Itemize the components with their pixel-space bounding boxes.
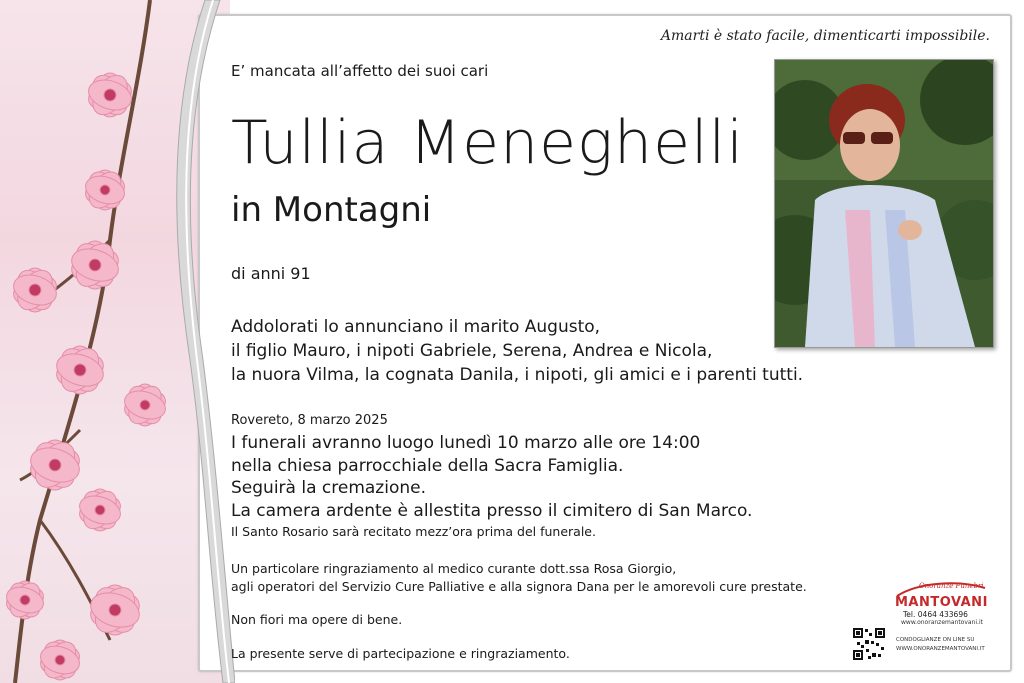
funeral-home-logo — [889, 578, 989, 628]
announcement-block — [231, 315, 803, 387]
condolences-line: CONDOGLIANZE ON LINE SU — [896, 637, 975, 643]
age-text: di anni 91 — [231, 264, 311, 283]
logo-subtitle: Onoranze Funebri — [919, 582, 984, 590]
intro-text: E’ mancata all’affetto dei suoi cari — [231, 62, 489, 80]
rosary-text: Il Santo Rosario sarà recitato mezz’ora prima del funerale. — [231, 524, 596, 539]
portrait-photo — [774, 59, 994, 348]
thanks-block — [231, 560, 807, 596]
qr-code-icon[interactable] — [852, 627, 886, 661]
photo-portrait-icon — [775, 60, 993, 347]
announcement-line: il figlio Mauro, i nipoti Gabriele, Serena, Andrea e Nicola, — [231, 341, 713, 361]
place-date: Rovereto, 8 marzo 2025 — [231, 413, 388, 428]
logo-phone: Tel. 0464 433696 — [903, 610, 968, 619]
online-condolences — [896, 636, 985, 654]
thanks-line: Un particolare ringraziamento al medico curante dott.ssa Rosa Giorgio, — [231, 561, 677, 576]
final-text: La presente serve di partecipazione e ringraziamento. — [231, 646, 570, 661]
condolences-link[interactable]: WWW.ONORANZEMANTOVANI.IT — [896, 646, 985, 652]
funeral-line: La camera ardente è allestita presso il cimitero di San Marco. — [231, 500, 753, 521]
announcement-line: Addolorati lo annunciano il marito Augusto, — [231, 317, 601, 337]
flowers-text: Non fiori ma opere di bene. — [231, 612, 403, 627]
funeral-line: Seguirà la cremazione. — [231, 478, 426, 498]
logo-name: MANTOVANI — [895, 595, 988, 610]
quote-text: Amarti è stato facile, dimenticarti impossibile. — [660, 28, 990, 44]
silver-swoosh-icon — [135, 0, 235, 683]
funeral-block — [231, 432, 752, 522]
announcement-line: la nuora Vilma, la cognata Danila, i nipoti, gli amici e i parenti tutti. — [231, 365, 804, 385]
funeral-line: nella chiesa parrocchiale della Sacra Famiglia. — [231, 455, 624, 476]
married-name: in Montagni — [231, 190, 432, 230]
thanks-line: agli operatori del Servizio Cure Palliative e alla signora Dana per le amorevoli cure prestate. — [231, 579, 807, 594]
deceased-name: Tullia Meneghelli — [231, 108, 744, 178]
funeral-line: I funerali avranno luogo lunedì 10 marzo alle ore 14:00 — [231, 433, 701, 453]
logo-website: www.onoranzemantovani.it — [901, 619, 983, 626]
